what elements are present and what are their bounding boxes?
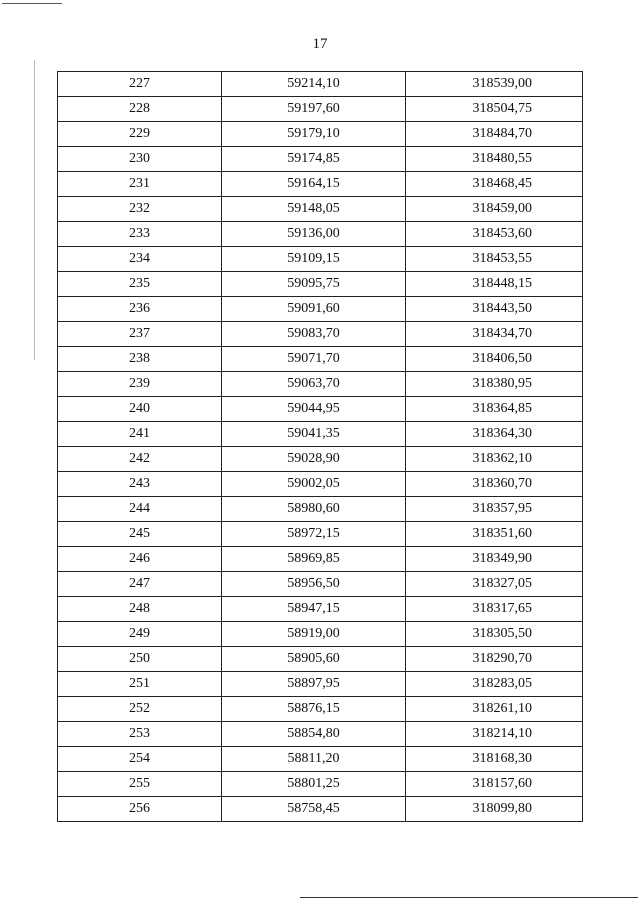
x-coordinate-cell: 59136,00 <box>222 222 406 247</box>
y-coordinate-cell: 318443,50 <box>406 297 583 322</box>
x-coordinate-cell: 59002,05 <box>222 472 406 497</box>
y-coordinate-cell: 318357,95 <box>406 497 583 522</box>
y-coordinate-cell: 318504,75 <box>406 97 583 122</box>
y-coordinate-cell: 318406,50 <box>406 347 583 372</box>
x-coordinate-cell: 59083,70 <box>222 322 406 347</box>
scan-edge-top <box>2 3 62 4</box>
x-coordinate-cell: 58905,60 <box>222 647 406 672</box>
scan-edge-bottom <box>300 897 638 898</box>
point-number-cell: 249 <box>58 622 222 647</box>
x-coordinate-cell: 58811,20 <box>222 747 406 772</box>
x-coordinate-cell: 58801,25 <box>222 772 406 797</box>
x-coordinate-cell: 58980,60 <box>222 497 406 522</box>
table-row <box>58 147 583 172</box>
y-coordinate-cell: 318327,05 <box>406 572 583 597</box>
point-number-cell: 255 <box>58 772 222 797</box>
table-row <box>58 672 583 697</box>
y-coordinate-cell: 318468,45 <box>406 172 583 197</box>
point-number-cell: 228 <box>58 97 222 122</box>
table-row <box>58 372 583 397</box>
x-coordinate-cell: 59071,70 <box>222 347 406 372</box>
table-row <box>58 222 583 247</box>
table-row <box>58 747 583 772</box>
table-row <box>58 422 583 447</box>
x-coordinate-cell: 59214,10 <box>222 72 406 97</box>
table-row <box>58 397 583 422</box>
x-coordinate-cell: 59174,85 <box>222 147 406 172</box>
x-coordinate-cell: 58972,15 <box>222 522 406 547</box>
point-number-cell: 230 <box>58 147 222 172</box>
point-number-cell: 238 <box>58 347 222 372</box>
point-number-cell: 251 <box>58 672 222 697</box>
x-coordinate-cell: 59095,75 <box>222 272 406 297</box>
table-row <box>58 297 583 322</box>
table-row <box>58 647 583 672</box>
point-number-cell: 241 <box>58 422 222 447</box>
table-row <box>58 247 583 272</box>
table-row <box>58 97 583 122</box>
table-row <box>58 72 583 97</box>
table-row <box>58 322 583 347</box>
y-coordinate-cell: 318360,70 <box>406 472 583 497</box>
y-coordinate-cell: 318317,65 <box>406 597 583 622</box>
table-row <box>58 122 583 147</box>
point-number-cell: 253 <box>58 722 222 747</box>
x-coordinate-cell: 59179,10 <box>222 122 406 147</box>
y-coordinate-cell: 318480,55 <box>406 147 583 172</box>
x-coordinate-cell: 58876,15 <box>222 697 406 722</box>
x-coordinate-cell: 59028,90 <box>222 447 406 472</box>
table-row <box>58 472 583 497</box>
table-row <box>58 547 583 572</box>
point-number-cell: 252 <box>58 697 222 722</box>
x-coordinate-cell: 59041,35 <box>222 422 406 447</box>
point-number-cell: 236 <box>58 297 222 322</box>
point-number-cell: 235 <box>58 272 222 297</box>
x-coordinate-cell: 59164,15 <box>222 172 406 197</box>
point-number-cell: 243 <box>58 472 222 497</box>
point-number-cell: 233 <box>58 222 222 247</box>
y-coordinate-cell: 318459,00 <box>406 197 583 222</box>
point-number-cell: 250 <box>58 647 222 672</box>
point-number-cell: 227 <box>58 72 222 97</box>
y-coordinate-cell: 318453,55 <box>406 247 583 272</box>
x-coordinate-cell: 59063,70 <box>222 372 406 397</box>
point-number-cell: 248 <box>58 597 222 622</box>
point-number-cell: 237 <box>58 322 222 347</box>
table-row <box>58 722 583 747</box>
table-row <box>58 597 583 622</box>
point-number-cell: 234 <box>58 247 222 272</box>
table-row <box>58 172 583 197</box>
coordinates-table <box>57 71 583 822</box>
y-coordinate-cell: 318364,85 <box>406 397 583 422</box>
y-coordinate-cell: 318351,60 <box>406 522 583 547</box>
y-coordinate-cell: 318349,90 <box>406 547 583 572</box>
table-row <box>58 697 583 722</box>
y-coordinate-cell: 318214,10 <box>406 722 583 747</box>
table-row <box>58 347 583 372</box>
y-coordinate-cell: 318364,30 <box>406 422 583 447</box>
x-coordinate-cell: 58919,00 <box>222 622 406 647</box>
x-coordinate-cell: 59148,05 <box>222 197 406 222</box>
table-row <box>58 272 583 297</box>
table-row <box>58 447 583 472</box>
table-row <box>58 572 583 597</box>
point-number-cell: 239 <box>58 372 222 397</box>
x-coordinate-cell: 58969,85 <box>222 547 406 572</box>
x-coordinate-cell: 58947,15 <box>222 597 406 622</box>
x-coordinate-cell: 58897,95 <box>222 672 406 697</box>
x-coordinate-cell: 59197,60 <box>222 97 406 122</box>
x-coordinate-cell: 59044,95 <box>222 397 406 422</box>
scan-edge-left <box>34 60 35 360</box>
point-number-cell: 246 <box>58 547 222 572</box>
y-coordinate-cell: 318484,70 <box>406 122 583 147</box>
y-coordinate-cell: 318099,80 <box>406 797 583 822</box>
x-coordinate-cell: 59091,60 <box>222 297 406 322</box>
point-number-cell: 242 <box>58 447 222 472</box>
table-row <box>58 522 583 547</box>
table-row <box>58 497 583 522</box>
table-row <box>58 772 583 797</box>
y-coordinate-cell: 318290,70 <box>406 647 583 672</box>
y-coordinate-cell: 318380,95 <box>406 372 583 397</box>
page-number: 17 <box>312 36 328 52</box>
point-number-cell: 229 <box>58 122 222 147</box>
point-number-cell: 254 <box>58 747 222 772</box>
x-coordinate-cell: 59109,15 <box>222 247 406 272</box>
x-coordinate-cell: 58854,80 <box>222 722 406 747</box>
y-coordinate-cell: 318453,60 <box>406 222 583 247</box>
y-coordinate-cell: 318434,70 <box>406 322 583 347</box>
table-row <box>58 197 583 222</box>
point-number-cell: 240 <box>58 397 222 422</box>
y-coordinate-cell: 318168,30 <box>406 747 583 772</box>
y-coordinate-cell: 318157,60 <box>406 772 583 797</box>
y-coordinate-cell: 318305,50 <box>406 622 583 647</box>
point-number-cell: 232 <box>58 197 222 222</box>
point-number-cell: 247 <box>58 572 222 597</box>
y-coordinate-cell: 318448,15 <box>406 272 583 297</box>
table-row <box>58 797 583 822</box>
y-coordinate-cell: 318261,10 <box>406 697 583 722</box>
point-number-cell: 244 <box>58 497 222 522</box>
y-coordinate-cell: 318362,10 <box>406 447 583 472</box>
point-number-cell: 231 <box>58 172 222 197</box>
y-coordinate-cell: 318283,05 <box>406 672 583 697</box>
x-coordinate-cell: 58758,45 <box>222 797 406 822</box>
point-number-cell: 245 <box>58 522 222 547</box>
x-coordinate-cell: 58956,50 <box>222 572 406 597</box>
coordinates-table-body <box>58 72 583 822</box>
y-coordinate-cell: 318539,00 <box>406 72 583 97</box>
table-row <box>58 622 583 647</box>
point-number-cell: 256 <box>58 797 222 822</box>
